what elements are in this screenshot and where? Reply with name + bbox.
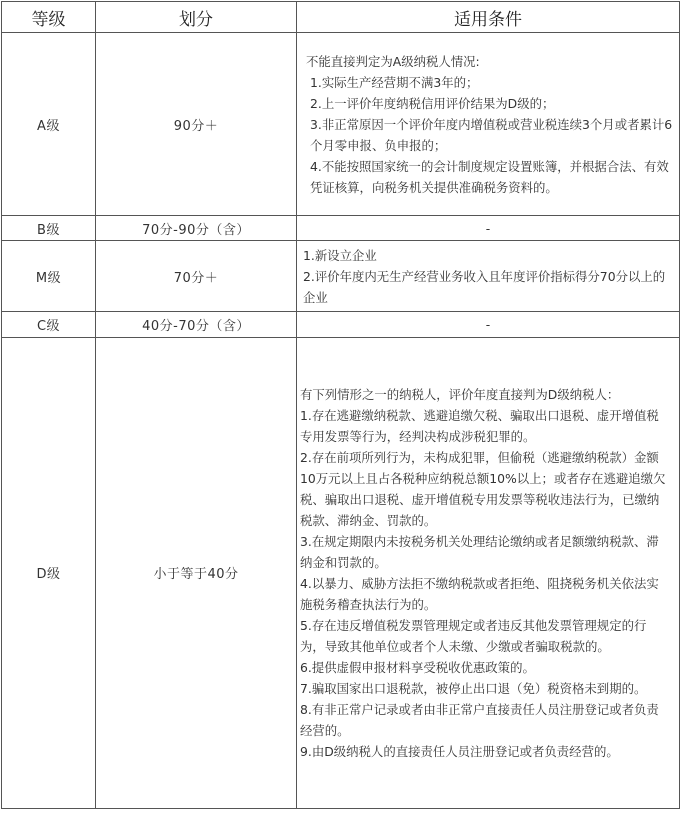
credit-rating-table <box>1 1 680 809</box>
condition-cell <box>297 337 680 808</box>
header-condition: 适用条件 <box>297 2 680 33</box>
condition-line: 1.实际生产经营期不满3年的； <box>310 74 479 90</box>
condition-cell: - <box>297 311 680 337</box>
condition-line: 9.由D级纳税人的直接责任人员注册登记或者负责经营的。 <box>300 743 619 759</box>
score-cell: 90分＋ <box>96 33 297 216</box>
grade-cell: M级 <box>2 241 96 311</box>
grade-cell: B级 <box>2 216 96 241</box>
header-row <box>2 2 680 33</box>
header-score: 划分 <box>96 2 297 33</box>
condition-line: 7.骗取国家出口退税款，被停止出口退（免）税资格未到期的。 <box>300 680 647 696</box>
condition-line: 1.存在逃避缴纳税款、逃避追缴欠税、骗取出口退税、虚开增值税专用发票等行为，经判决构成涉税犯罪的。 <box>300 407 659 444</box>
condition-line: 不能直接判定为A级纳税人情况: <box>306 53 480 69</box>
condition-line: 2.评价年度内无生产经营业务收入且年度评价指标得分70分以上的企业 <box>303 268 666 305</box>
condition-line: 2.存在前项所列行为，未构成犯罪，但偷税（逃避缴纳税款）金额10万元以上且占各税种应纳税总额10%以上；或者存在逃避追缴欠税、骗取出口退税、虚开增值税专用发票等税收违法行为，已缴纳税款、滞纳金、罚款的。 <box>300 449 666 528</box>
score-cell: 小于等于40分 <box>96 337 297 808</box>
table-row-a <box>2 33 680 216</box>
table-row-d <box>2 337 680 808</box>
condition-cell: - <box>297 216 680 241</box>
condition-line: 5.存在违反增值税发票管理规定或者违反其他发票管理规定的行为，导致其他单位或者个人未缴、少缴或者骗取税款的。 <box>300 617 647 654</box>
condition-line: 2.上一评价年度纳税信用评价结果为D级的； <box>310 95 555 111</box>
condition-line: 1.新设立企业 <box>303 247 377 263</box>
grade-cell: A级 <box>2 33 96 216</box>
header-grade: 等级 <box>2 2 96 33</box>
score-cell: 70分＋ <box>96 241 297 311</box>
table-row-c <box>2 311 680 337</box>
grade-cell: D级 <box>2 337 96 808</box>
condition-line: 有下列情形之一的纳税人，评价年度直接判为D级纳税人： <box>300 386 620 402</box>
condition-line: 6.提供虚假申报材料享受税收优惠政策的。 <box>300 659 535 675</box>
condition-line: 3.在规定期限内未按税务机关处理结论缴纳或者足额缴纳税款、滞纳金和罚款的。 <box>300 533 659 570</box>
score-cell: 40分-70分（含） <box>96 311 297 337</box>
condition-line: 4.以暴力、威胁方法拒不缴纳税款或者拒绝、阻挠税务机关依法实施税务稽查执法行为的。 <box>300 575 659 612</box>
condition-line: 3.非正常原因一个评价年度内增值税或营业税连续3个月或者累计6个月零申报、负申报的； <box>310 116 673 153</box>
table-row-m <box>2 241 680 311</box>
condition-cell <box>297 241 680 311</box>
grade-cell: C级 <box>2 311 96 337</box>
condition-line: 4.不能按照国家统一的会计制度规定设置账簿，并根据合法、有效凭证核算，向税务机关提供准确税务资料的。 <box>310 158 669 195</box>
condition-cell <box>297 33 680 216</box>
table-row-b <box>2 216 680 241</box>
condition-line: 8.有非正常户记录或者由非正常户直接责任人员注册登记或者负责经营的。 <box>300 701 659 738</box>
score-cell: 70分-90分（含） <box>96 216 297 241</box>
